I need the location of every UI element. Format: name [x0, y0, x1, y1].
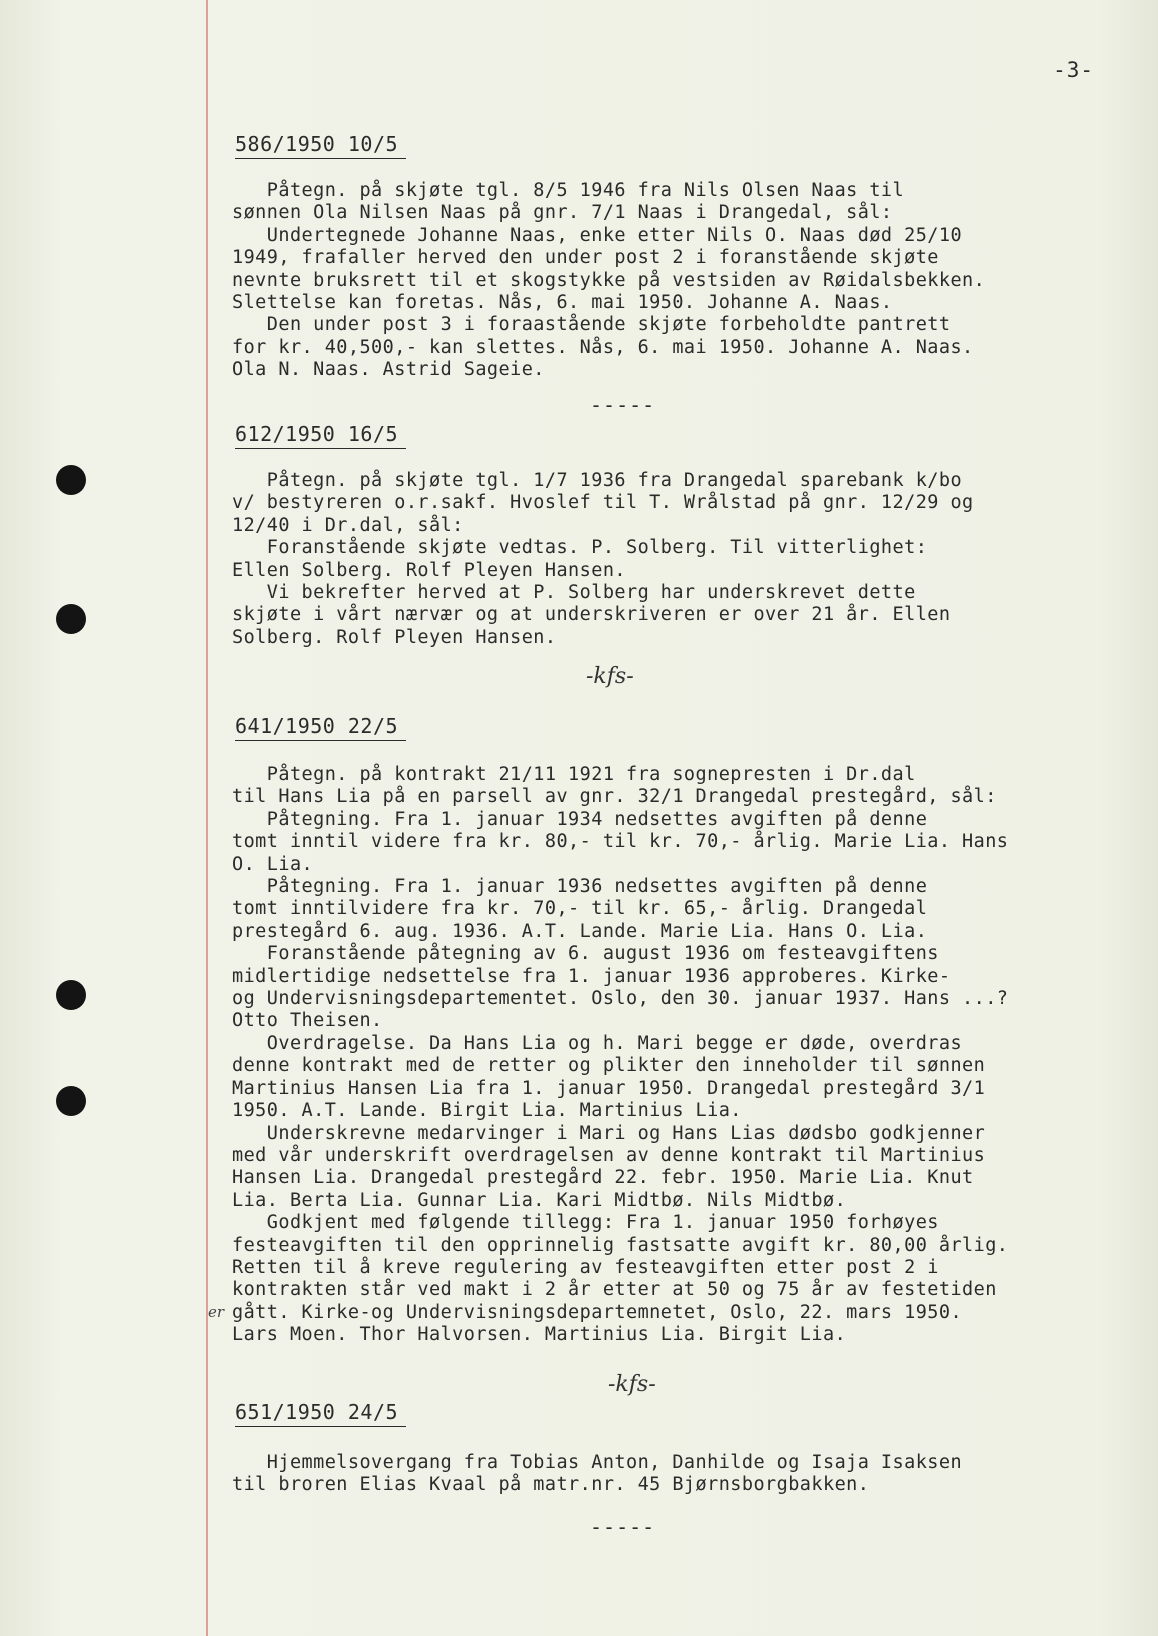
entry-id: 641/1950 22/5 — [235, 714, 406, 741]
text-line: og Undervisningsdepartementet. Oslo, den 30. januar 1937. Hans ...? — [232, 988, 1009, 1010]
text-line: Hjemmelsovergang fra Tobias Anton, Danhilde og Isaja Isaksen — [232, 1452, 963, 1473]
entry-text — [232, 180, 1142, 382]
punch-hole — [56, 1086, 86, 1116]
text-line: gått. Kirke-og Undervisningsdepartemnetet, Oslo, 22. mars 1950. — [232, 1301, 963, 1323]
entry-id: 651/1950 24/5 — [235, 1400, 406, 1427]
entry-text — [232, 470, 1142, 649]
punch-hole — [56, 465, 86, 495]
text-line: til Hans Lia på en parsell av gnr. 32/1 Drangedal prestegård, sål: — [232, 786, 997, 808]
margin-rule — [206, 0, 208, 1636]
text-line: Martinius Hansen Lia fra 1. januar 1950. Drangedal prestegård 3/1 — [232, 1077, 986, 1099]
text-line: Påtegn. på kontrakt 21/11 1921 fra sognepresten i Dr.dal — [232, 764, 916, 785]
text-line: Påtegn. på skjøte tgl. 8/5 1946 fra Nils Olsen Naas til — [232, 180, 905, 201]
text-line: nevnte bruksrett til et skogstykke på vestsiden av Røidalsbekken. — [232, 269, 986, 291]
text-line: midlertidige nedsettelse fra 1. januar 1936 approberes. Kirke- — [232, 965, 951, 987]
text-line: med vår underskrift overdragelsen av denne kontrakt til Martinius — [232, 1144, 986, 1166]
text-line: Påtegning. Fra 1. januar 1934 nedsettes avgiften på denne — [232, 808, 928, 830]
text-line: denne kontrakt med de retter og plikter den inneholder til sønnen — [232, 1055, 986, 1077]
signature-initials: -kfs- — [608, 1372, 656, 1397]
text-line: Vi bekrefter herved at P. Solberg har underskrevet dette — [232, 582, 916, 604]
signature-initials: -kfs- — [586, 664, 634, 689]
text-line: for kr. 40,500,- kan slettes. Nås, 6. mai 1950. Johanne A. Naas. — [232, 336, 974, 358]
text-line: festeavgiften til den opprinnelig fastsatte avgift kr. 80,00 årlig. — [232, 1234, 1009, 1256]
text-line: Slettelse kan foretas. Nås, 6. mai 1950. Johanne A. Naas. — [232, 292, 893, 314]
entry-divider: ----- — [590, 1515, 656, 1539]
text-line: Påtegning. Fra 1. januar 1936 nedsettes avgiften på denne — [232, 876, 928, 898]
entry-text — [232, 1452, 1142, 1497]
page-number: -3- — [1053, 58, 1094, 82]
text-line: Ola N. Naas. Astrid Sageie. — [232, 359, 545, 381]
margin-note: er — [208, 1303, 225, 1321]
text-line: Den under post 3 i foraastående skjøte forbeholdte pantrett — [232, 314, 951, 336]
text-line: prestegård 6. aug. 1936. A.T. Lande. Marie Lia. Hans O. Lia. — [232, 920, 928, 942]
text-line: 12/40 i Dr.dal, sål: — [232, 514, 464, 536]
text-line: Godkjent med følgende tillegg: Fra 1. januar 1950 forhøyes — [232, 1212, 939, 1234]
text-line: tomt inntil videre fra kr. 80,- til kr. 70,- årlig. Marie Lia. Hans — [232, 831, 1009, 853]
punch-hole — [56, 980, 86, 1010]
text-line: 1949, frafaller herved den under post 2 i foranstående skjøte — [232, 247, 939, 269]
text-line: til broren Elias Kvaal på matr.nr. 45 Bjørnsborgbakken. — [232, 1474, 870, 1496]
text-line: Lars Moen. Thor Halvorsen. Martinius Lia. Birgit Lia. — [232, 1324, 847, 1346]
text-line: kontrakten står ved makt i 2 år etter at 50 og 75 år av festetiden — [232, 1279, 997, 1301]
text-line: Solberg. Rolf Pleyen Hansen. — [232, 626, 557, 648]
entry-id: 612/1950 16/5 — [235, 422, 406, 449]
text-line: Overdragelse. Da Hans Lia og h. Mari begge er døde, overdras — [232, 1032, 963, 1054]
text-line: Lia. Berta Lia. Gunnar Lia. Kari Midtbø. Nils Midtbø. — [232, 1189, 847, 1211]
entry-divider: ----- — [590, 393, 656, 417]
text-line: Underskrevne medarvinger i Mari og Hans Lias dødsbo godkjenner — [232, 1122, 986, 1144]
entry-id: 586/1950 10/5 — [235, 132, 406, 159]
text-line: Foranstående påtegning av 6. august 1936 om festeavgiftens — [232, 943, 939, 965]
entry-text — [232, 764, 1142, 1347]
text-line: v/ bestyreren o.r.sakf. Hvoslef til T. Wrålstad på gnr. 12/29 og — [232, 492, 974, 514]
text-line: O. Lia. — [232, 853, 314, 875]
text-line: skjøte i vårt nærvær og at underskriveren er over 21 år. Ellen — [232, 604, 951, 626]
text-line: sønnen Ola Nilsen Naas på gnr. 7/1 Naas i Drangedal, sål: — [232, 202, 893, 224]
text-line: tomt inntilvidere fra kr. 70,- til kr. 65,- årlig. Drangedal — [232, 898, 928, 920]
text-line: Hansen Lia. Drangedal prestegård 22. febr. 1950. Marie Lia. Knut — [232, 1167, 974, 1189]
text-line: Undertegnede Johanne Naas, enke etter Nils O. Naas død 25/10 — [232, 224, 963, 246]
punch-hole — [56, 604, 86, 634]
text-line: Ellen Solberg. Rolf Pleyen Hansen. — [232, 559, 626, 581]
text-line: 1950. A.T. Lande. Birgit Lia. Martinius Lia. — [232, 1100, 742, 1122]
text-line: Otto Theisen. — [232, 1010, 383, 1032]
text-line: Retten til å kreve regulering av festeavgiften etter post 2 i — [232, 1256, 939, 1278]
text-line: Påtegn. på skjøte tgl. 1/7 1936 fra Drangedal sparebank k/bo — [232, 470, 963, 491]
text-line: Foranstående skjøte vedtas. P. Solberg. Til vitterlighet: — [232, 537, 928, 559]
